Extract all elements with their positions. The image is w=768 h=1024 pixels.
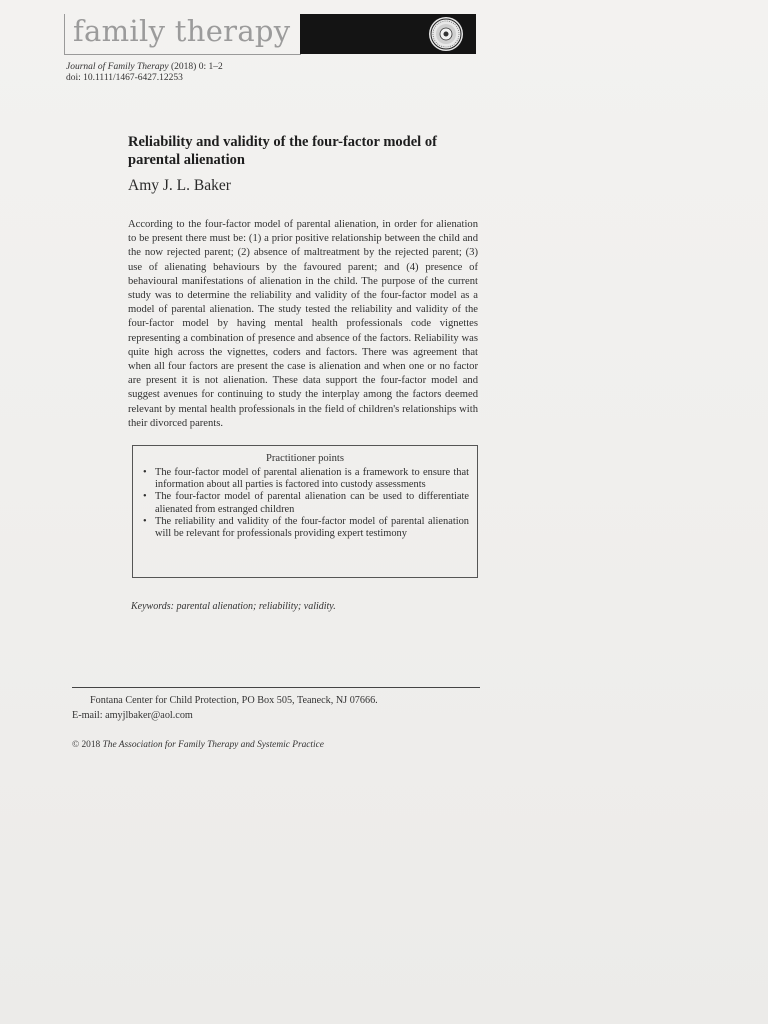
practitioner-points-box — [132, 445, 478, 578]
author-affiliation: Fontana Center for Child Protection, PO Box 505, Teaneck, NJ 07666. — [90, 695, 378, 706]
practitioner-point-text: The reliability and validity of the four-factor model of parental alienation will be relevant for professionals providing expert testimony — [155, 515, 469, 540]
bullet-icon: • — [143, 491, 147, 503]
journal-masthead — [64, 14, 476, 54]
masthead-frame — [64, 14, 301, 55]
copyright-prefix: © 2018 — [72, 740, 103, 750]
practitioner-points-list — [141, 467, 469, 540]
practitioner-point-text: The four-factor model of parental alienation is a framework to ensure that information about all parties is factored into custody assessments — [155, 467, 469, 491]
copyright-notice — [72, 740, 324, 750]
footnote-divider — [72, 687, 480, 688]
journal-name: Journal of Family Therapy — [66, 62, 169, 72]
masthead-title: family therapy — [73, 14, 291, 48]
bullet-icon: • — [143, 515, 147, 527]
journal-issue: (2018) 0: 1–2 — [168, 62, 223, 72]
author-email: E-mail: amyjlbaker@aol.com — [72, 710, 193, 721]
journal-citation — [66, 62, 223, 84]
list-item — [141, 491, 469, 515]
list-item — [141, 467, 469, 491]
article-abstract: According to the four-factor model of parental alienation, in order for alienation to be present there must be: (1) a prior positive relationship between the child and the now rejected parent; (2) absence of maltreatment by the rejected parent; (3) use of alienating behaviours by the favoured parent; and (4) presence of behavioural manifestations of alienation in the child. The purpose of the current study was to determine the reliability and validity of the four-factor model as a model of parental alienation. The study tested the reliability and validity of the four-factor model by having mental health professionals code vignettes representing a combination of presence and absence of the factors. Reliability was quite high across the vignettes, coders and factors. There was agreement that when all four factors are present the case is alienation and when one or no factor are present it is not alienation. These data support the four-factor model and suggest avenues for continuing to study the interplay among the factors deemed relevant by mental health professionals in the field of children's relationships with their divorced parents. — [128, 219, 478, 429]
practitioner-point-text: The four-factor model of parental alienation can be used to differentiate alienated from estranged children — [155, 491, 469, 515]
article-keywords: Keywords: parental alienation; reliability; validity. — [131, 601, 336, 612]
association-seal-icon — [426, 14, 466, 54]
copyright-holder: The Association for Family Therapy and Systemic Practice — [102, 740, 324, 750]
journal-doi: doi: 10.1111/1467-6427.12253 — [66, 73, 183, 83]
article-author: Amy J. L. Baker — [128, 177, 231, 194]
bullet-icon: • — [143, 467, 147, 478]
article-title: Reliability and validity of the four-factor model of parental alienation — [128, 134, 437, 168]
list-item — [141, 516, 469, 540]
practitioner-points-heading: Practitioner points — [266, 453, 344, 464]
